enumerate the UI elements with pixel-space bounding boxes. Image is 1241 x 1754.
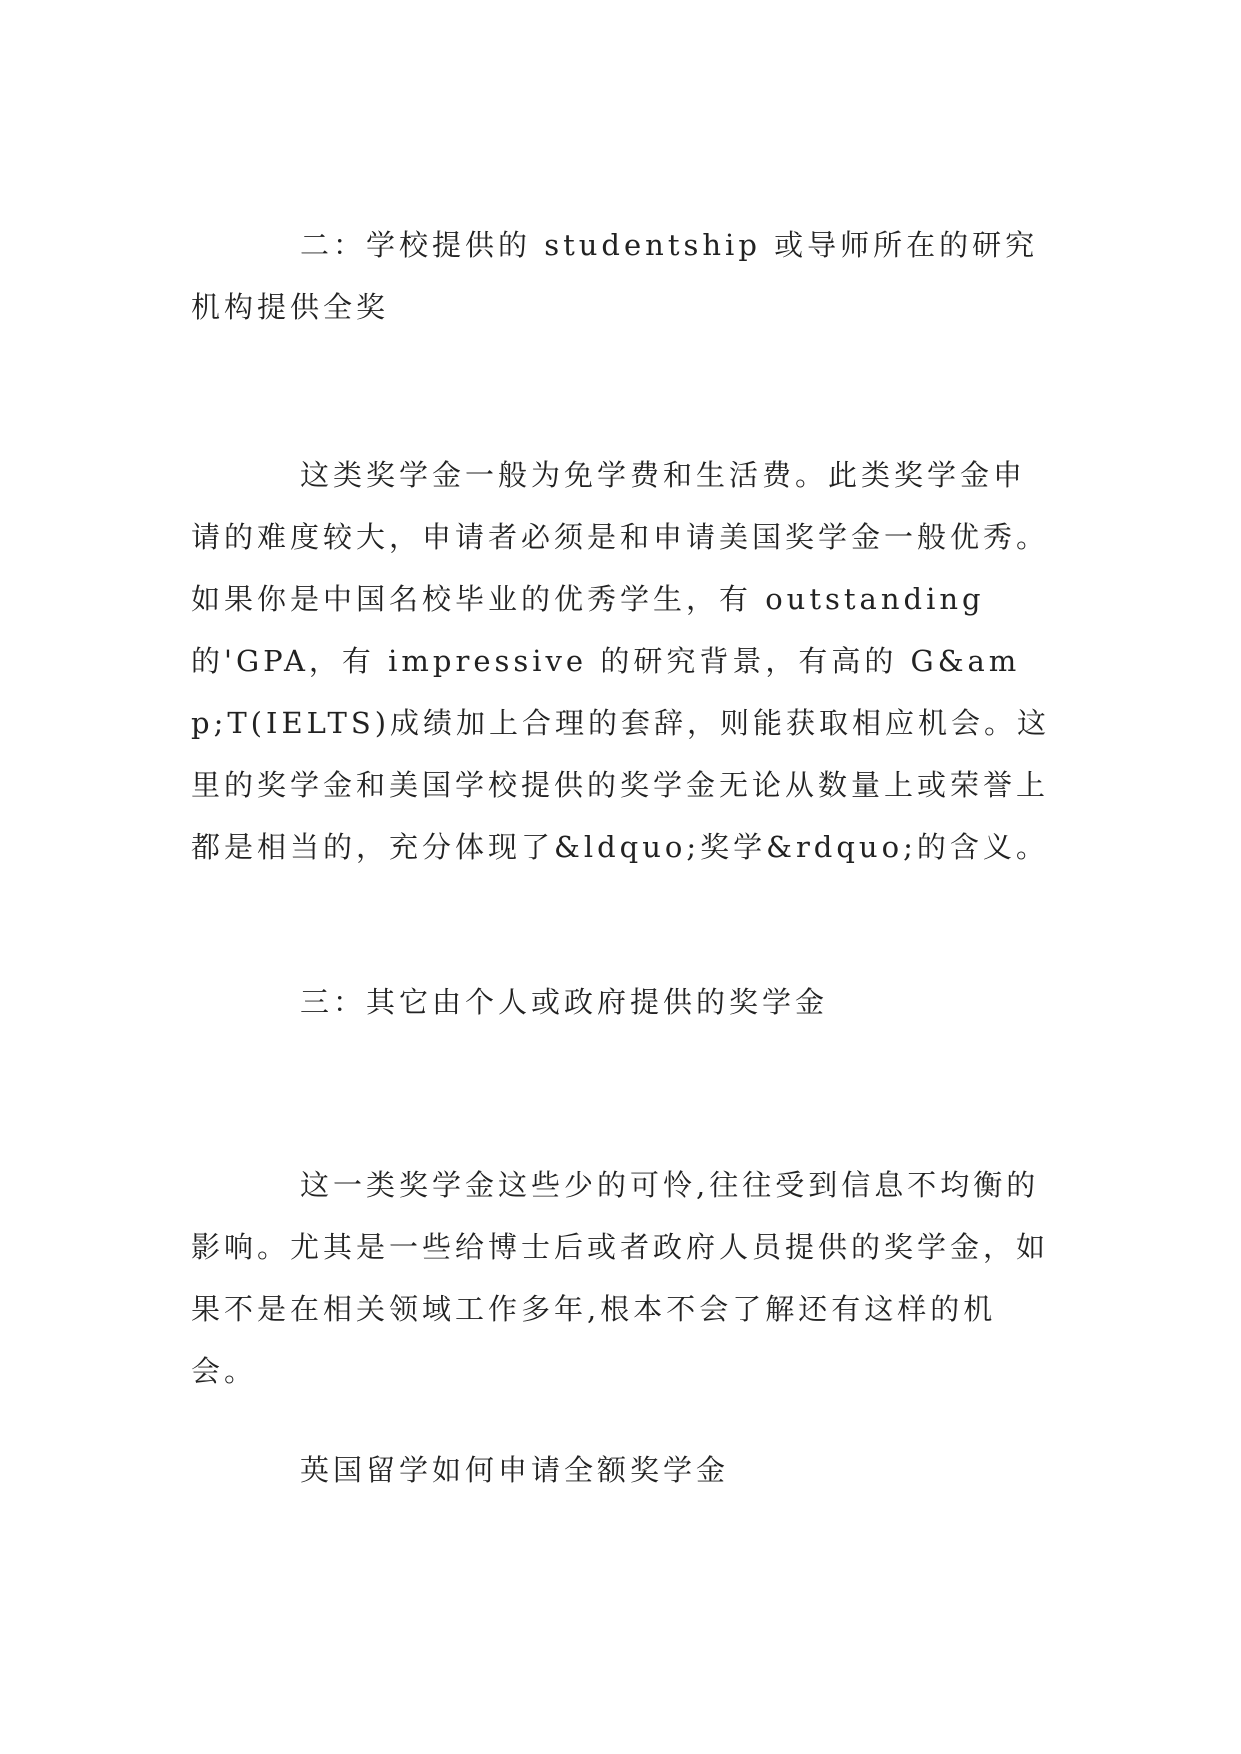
section-title: 英国留学如何申请全额奖学金 <box>300 1453 730 1487</box>
section-heading-3: 三：其它由个人或政府提供的奖学金 <box>300 985 829 1019</box>
body-paragraph: 这类奖学金一般为免学费和生活费。此类奖学金申请的难度较大，申请者必须是和申请美国奖学金一般优秀。如果你是中国名校毕业的优秀学生，有 outstanding 的'GPA，有 impressive 的研究背景，有高的 G&amp;T(IELTS)成绩加上合理的套辞，则能获取相应机会。这里的奖学金和美国学校提供的奖学金无论从数量上或荣誉上都是相当的，充分体现了&ldquo;奖学&rdquo;的含义。 <box>191 458 1051 864</box>
body-paragraph: 这一类奖学金这些少的可怜,往往受到信息不均衡的影响。尤其是一些给博士后或者政府人员提供的奖学金，如果不是在相关领域工作多年,根本不会了解还有这样的机会。 <box>191 1168 1050 1388</box>
section-heading-2: 二：学校提供的 studentship 或导师所在的研究机构提供全奖 <box>191 228 1039 324</box>
